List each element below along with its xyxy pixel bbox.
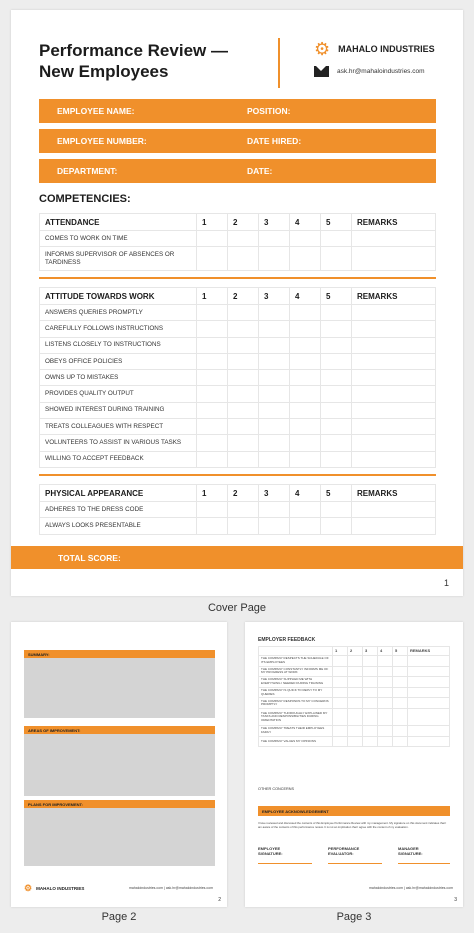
rating-cell[interactable] xyxy=(197,353,228,369)
rating-cell[interactable] xyxy=(259,353,290,369)
page-3-caption: Page 3 xyxy=(336,911,372,923)
remarks-cell[interactable] xyxy=(352,419,436,435)
criterion-label: LISTENS CLOSELY TO INSTRUCTIONS xyxy=(40,337,197,353)
cover-caption: Cover Page xyxy=(207,602,267,614)
rating-header: 5 xyxy=(321,485,352,502)
performance-evaluator-label xyxy=(328,846,359,856)
cover-page xyxy=(11,10,463,596)
manager-signature-label xyxy=(398,846,423,856)
rating-cell[interactable] xyxy=(197,518,228,534)
rating-cell[interactable] xyxy=(197,435,228,451)
gear-logo-icon: ⚙ xyxy=(314,39,331,59)
rating-header: 2 xyxy=(228,288,259,305)
criterion-label: COMES TO WORK ON TIME xyxy=(40,231,197,247)
rating-header: 1 xyxy=(333,647,348,656)
table-row xyxy=(40,305,436,321)
table-row xyxy=(259,666,450,677)
employer-feedback-heading: EMPLOYER FEEDBACK xyxy=(258,637,316,643)
section-title: ATTENDANCE xyxy=(40,214,197,231)
criterion-label: THE COMPANY RESPECTS THE SCHEDULE OF ITS EMPLOYEES xyxy=(259,656,333,667)
remarks-cell[interactable] xyxy=(352,502,436,518)
rating-cell[interactable] xyxy=(228,231,259,247)
remarks-header: REMARKS xyxy=(352,485,436,502)
remarks-cell[interactable] xyxy=(352,370,436,386)
table-row xyxy=(40,337,436,353)
signature-line xyxy=(258,863,312,864)
remarks-header: REMARKS xyxy=(408,647,450,656)
table-row xyxy=(259,736,450,747)
attendance-table xyxy=(39,213,436,271)
rating-cell[interactable] xyxy=(290,402,321,418)
rating-cell[interactable] xyxy=(321,305,352,321)
rating-cell[interactable] xyxy=(321,419,352,435)
criterion-label: THE COMPANY VALUES MY OPINIONS xyxy=(259,736,333,747)
rating-cell[interactable] xyxy=(197,451,228,467)
blank-header xyxy=(259,647,333,656)
date-hired-label: DATE HIRED: xyxy=(247,136,302,146)
rating-header: 2 xyxy=(348,647,363,656)
areas-of-improvement-heading: AREAS OF IMPROVEMENT: xyxy=(24,726,215,734)
employer-feedback-table xyxy=(258,646,450,747)
rating-header: 3 xyxy=(259,214,290,231)
criterion-label: TREATS COLLEAGUES WITH RESPECT xyxy=(40,419,197,435)
criterion-label: THE COMPANY SUPPLIED ME WITH EVERYTHING I NEEDED DURING TRAINING xyxy=(259,677,333,688)
rating-cell[interactable] xyxy=(321,386,352,402)
signature-line xyxy=(398,863,450,864)
rating-cell[interactable] xyxy=(259,502,290,518)
rating-cell[interactable] xyxy=(290,370,321,386)
rating-cell[interactable] xyxy=(321,247,352,271)
remarks-cell[interactable] xyxy=(352,386,436,402)
rating-cell[interactable] xyxy=(290,518,321,534)
criterion-label: THE COMPANY IS QUICK TO REPLY TO MY QUERIES xyxy=(259,687,333,698)
rating-cell[interactable] xyxy=(228,419,259,435)
company-brand xyxy=(24,884,84,893)
criterion-label: VOLUNTEERS TO ASSIST IN VARIOUS TASKS xyxy=(40,435,197,451)
page-number: 1 xyxy=(443,578,449,588)
rating-cell[interactable] xyxy=(259,231,290,247)
date-label: DATE: xyxy=(247,166,273,176)
criterion-label: CAREFULLY FOLLOWS INSTRUCTIONS xyxy=(40,321,197,337)
remarks-cell[interactable] xyxy=(352,337,436,353)
criterion-label: PROVIDES QUALITY OUTPUT xyxy=(40,386,197,402)
criterion-label: ALWAYS LOOKS PRESENTABLE xyxy=(40,518,197,534)
rating-cell[interactable] xyxy=(228,247,259,271)
rating-cell[interactable] xyxy=(197,321,228,337)
sig-label-line: EVALUATOR: xyxy=(328,851,354,856)
company-contact xyxy=(314,66,425,77)
rating-cell[interactable] xyxy=(321,518,352,534)
rating-cell[interactable] xyxy=(259,402,290,418)
employee-info-row-1 xyxy=(39,99,436,123)
rating-cell[interactable] xyxy=(228,321,259,337)
attitude-table xyxy=(39,287,436,468)
competencies-heading: COMPETENCIES: xyxy=(39,193,131,205)
remarks-cell[interactable] xyxy=(352,451,436,467)
rating-cell[interactable] xyxy=(197,419,228,435)
page-number: 2 xyxy=(218,897,221,903)
rating-cell[interactable] xyxy=(228,518,259,534)
rating-header: 4 xyxy=(290,214,321,231)
sig-label-line: SIGNATURE: xyxy=(258,851,283,856)
remarks-cell[interactable] xyxy=(352,353,436,369)
rating-cell[interactable] xyxy=(259,321,290,337)
table-row xyxy=(40,353,436,369)
remarks-cell[interactable] xyxy=(352,321,436,337)
acknowledgement-heading: EMPLOYEE ACKNOWLEDGEMENT xyxy=(258,806,450,816)
rating-cell[interactable] xyxy=(228,305,259,321)
employee-name-label: EMPLOYEE NAME: xyxy=(57,106,135,116)
table-row xyxy=(40,402,436,418)
table-row xyxy=(259,656,450,667)
section-title: ATTITUDE TOWARDS WORK xyxy=(40,288,197,305)
sig-label-line: SIGNATURE: xyxy=(398,851,423,856)
table-row xyxy=(40,321,436,337)
signature-line xyxy=(328,863,382,864)
rating-cell[interactable] xyxy=(321,502,352,518)
criterion-label: ANSWERS QUERIES PROMPTLY xyxy=(40,305,197,321)
criterion-label: THE COMPANY TREATS THEIR EMPLOYEES FAIRLY xyxy=(259,725,333,736)
rating-cell[interactable] xyxy=(197,386,228,402)
rating-cell[interactable] xyxy=(321,435,352,451)
rating-cell[interactable] xyxy=(321,370,352,386)
rating-cell[interactable] xyxy=(259,386,290,402)
rating-cell[interactable] xyxy=(228,353,259,369)
rating-cell[interactable] xyxy=(197,231,228,247)
criterion-label: ADHERES TO THE DRESS CODE xyxy=(40,502,197,518)
rating-cell[interactable] xyxy=(290,353,321,369)
title-line-1: Performance Review — xyxy=(39,41,228,60)
rating-cell[interactable] xyxy=(290,337,321,353)
areas-of-improvement-box xyxy=(24,734,215,796)
rating-cell[interactable] xyxy=(228,370,259,386)
rating-header: 3 xyxy=(259,288,290,305)
rating-cell[interactable] xyxy=(290,386,321,402)
total-score-label: TOTAL SCORE: xyxy=(58,553,121,563)
criterion-label: SHOWED INTEREST DURING TRAINING xyxy=(40,402,197,418)
rating-cell[interactable] xyxy=(259,518,290,534)
rating-cell[interactable] xyxy=(290,435,321,451)
table-row xyxy=(40,502,436,518)
rating-cell[interactable] xyxy=(197,370,228,386)
plans-for-improvement-box xyxy=(24,808,215,866)
company-brand xyxy=(314,40,435,58)
employee-signature-label xyxy=(258,846,283,856)
rating-cell[interactable] xyxy=(321,337,352,353)
table-row xyxy=(40,419,436,435)
employee-info-row-2 xyxy=(39,129,436,153)
rating-cell[interactable] xyxy=(197,502,228,518)
document-title xyxy=(39,40,275,82)
rating-cell[interactable] xyxy=(197,337,228,353)
plans-for-improvement-heading: PLANS FOR IMPROVEMENT: xyxy=(24,800,215,808)
rating-cell[interactable] xyxy=(228,451,259,467)
position-label: POSITION: xyxy=(247,106,291,116)
rating-header: 5 xyxy=(321,214,352,231)
table-header-row xyxy=(40,485,436,502)
rating-cell[interactable] xyxy=(259,451,290,467)
rating-cell[interactable] xyxy=(197,402,228,418)
gear-logo-icon: ⚙ xyxy=(24,883,33,893)
table-row xyxy=(40,435,436,451)
rating-cell[interactable] xyxy=(259,305,290,321)
sig-label-line: EMPLOYEE xyxy=(258,846,281,851)
rating-cell[interactable] xyxy=(321,321,352,337)
rating-header: 3 xyxy=(363,647,378,656)
rating-header: 2 xyxy=(228,485,259,502)
page-2-caption: Page 2 xyxy=(101,911,137,923)
rating-header: 1 xyxy=(197,485,228,502)
rating-cell[interactable] xyxy=(259,435,290,451)
page-2-thumbnail[interactable] xyxy=(11,622,227,907)
table-row xyxy=(40,370,436,386)
rating-cell[interactable] xyxy=(290,247,321,271)
table-row xyxy=(259,698,450,709)
sig-label-line: PERFORMANCE xyxy=(328,846,360,851)
company-contact: mahaloindustries.com | ask.hr@mahaloindustries.com xyxy=(128,886,213,890)
header-divider xyxy=(278,38,280,88)
rating-cell[interactable] xyxy=(290,305,321,321)
table-row xyxy=(40,231,436,247)
rating-header: 1 xyxy=(197,214,228,231)
summary-box xyxy=(24,658,215,718)
table-row xyxy=(40,518,436,534)
rating-header: 5 xyxy=(393,647,408,656)
physical-appearance-table xyxy=(39,484,436,535)
remarks-cell[interactable] xyxy=(352,231,436,247)
rating-cell[interactable] xyxy=(321,353,352,369)
company-email: ask.hr@mahaloindustries.com xyxy=(337,68,425,75)
rating-header: 2 xyxy=(228,214,259,231)
rating-cell[interactable] xyxy=(290,451,321,467)
table-row xyxy=(40,386,436,402)
rating-cell[interactable] xyxy=(259,337,290,353)
criterion-label: WILLING TO ACCEPT FEEDBACK xyxy=(40,451,197,467)
company-name: MAHALO INDUSTRIES xyxy=(338,44,435,54)
remarks-cell[interactable] xyxy=(352,247,436,271)
company-contact: mahaloindustries.com | ask.hr@mahaloindustries.com xyxy=(368,886,453,890)
sig-label-line: MANAGER xyxy=(398,846,419,851)
section-divider xyxy=(39,277,436,279)
rating-cell[interactable] xyxy=(228,502,259,518)
remarks-cell[interactable] xyxy=(352,518,436,534)
rating-cell[interactable] xyxy=(321,451,352,467)
mail-icon xyxy=(314,66,329,77)
rating-cell[interactable] xyxy=(290,231,321,247)
section-divider xyxy=(39,474,436,476)
criterion-label: THE COMPANY THOROUGHLY EXPLAINED MY TASKS AND RESPONSIBILITIES DURING ORIENTATION xyxy=(259,708,333,725)
rating-cell[interactable] xyxy=(290,502,321,518)
employee-number-label: EMPLOYEE NUMBER: xyxy=(57,136,147,146)
other-concerns-label: OTHER CONCERNS xyxy=(258,787,295,791)
criterion-label: INFORMS SUPERVISOR OF ABSENCES OR TARDINESS xyxy=(40,247,197,271)
table-row xyxy=(40,247,436,271)
rating-cell[interactable] xyxy=(259,419,290,435)
page-3-thumbnail[interactable] xyxy=(245,622,463,907)
remarks-cell[interactable] xyxy=(352,305,436,321)
summary-heading: SUMMARY: xyxy=(24,650,215,658)
rating-cell[interactable] xyxy=(228,386,259,402)
company-name: MAHALO INDUSTRIES xyxy=(36,886,85,891)
criterion-label: OWNS UP TO MISTAKES xyxy=(40,370,197,386)
criterion-label: THE COMPANY RESPONDS TO MY CONCERNS PROMPTLY xyxy=(259,698,333,709)
table-row xyxy=(259,677,450,688)
table-row xyxy=(259,708,450,725)
rating-cell[interactable] xyxy=(259,247,290,271)
remarks-cell[interactable] xyxy=(352,402,436,418)
remarks-header: REMARKS xyxy=(352,214,436,231)
table-header-row xyxy=(40,288,436,305)
rating-header: 4 xyxy=(290,485,321,502)
rating-header: 5 xyxy=(321,288,352,305)
table-header-row xyxy=(259,647,450,656)
section-title: PHYSICAL APPEARANCE xyxy=(40,485,197,502)
table-header-row xyxy=(40,214,436,231)
rating-cell[interactable] xyxy=(228,402,259,418)
table-row xyxy=(259,725,450,736)
acknowledgement-text: I have reviewed and discussed the contents of this Employee Performance Review with my management. My signature on this document indicates that I am aware of the contents of this performance review. It is not an implication that I agree with the content of my evaluation. xyxy=(258,821,447,829)
rating-cell[interactable] xyxy=(228,337,259,353)
rating-cell[interactable] xyxy=(321,231,352,247)
total-score-bar xyxy=(11,546,463,569)
department-label: DEPARTMENT: xyxy=(57,166,118,176)
rating-cell[interactable] xyxy=(197,247,228,271)
rating-header: 3 xyxy=(259,485,290,502)
rating-cell[interactable] xyxy=(259,370,290,386)
criterion-label: OBEYS OFFICE POLICIES xyxy=(40,353,197,369)
table-row xyxy=(259,687,450,698)
rating-cell[interactable] xyxy=(197,305,228,321)
rating-cell[interactable] xyxy=(321,402,352,418)
remarks-cell[interactable] xyxy=(352,435,436,451)
rating-header: 4 xyxy=(378,647,393,656)
remarks-header: REMARKS xyxy=(352,288,436,305)
rating-header: 4 xyxy=(290,288,321,305)
page-number: 3 xyxy=(454,897,457,903)
rating-cell[interactable] xyxy=(290,419,321,435)
rating-cell[interactable] xyxy=(228,435,259,451)
criterion-label: THE COMPANY CONSTANTLY INFORMS ME OF MY PROGRESS AT WORK xyxy=(259,666,333,677)
table-row xyxy=(40,451,436,467)
rating-header: 1 xyxy=(197,288,228,305)
title-line-2: New Employees xyxy=(39,62,169,81)
employee-info-row-3 xyxy=(39,159,436,183)
rating-cell[interactable] xyxy=(290,321,321,337)
